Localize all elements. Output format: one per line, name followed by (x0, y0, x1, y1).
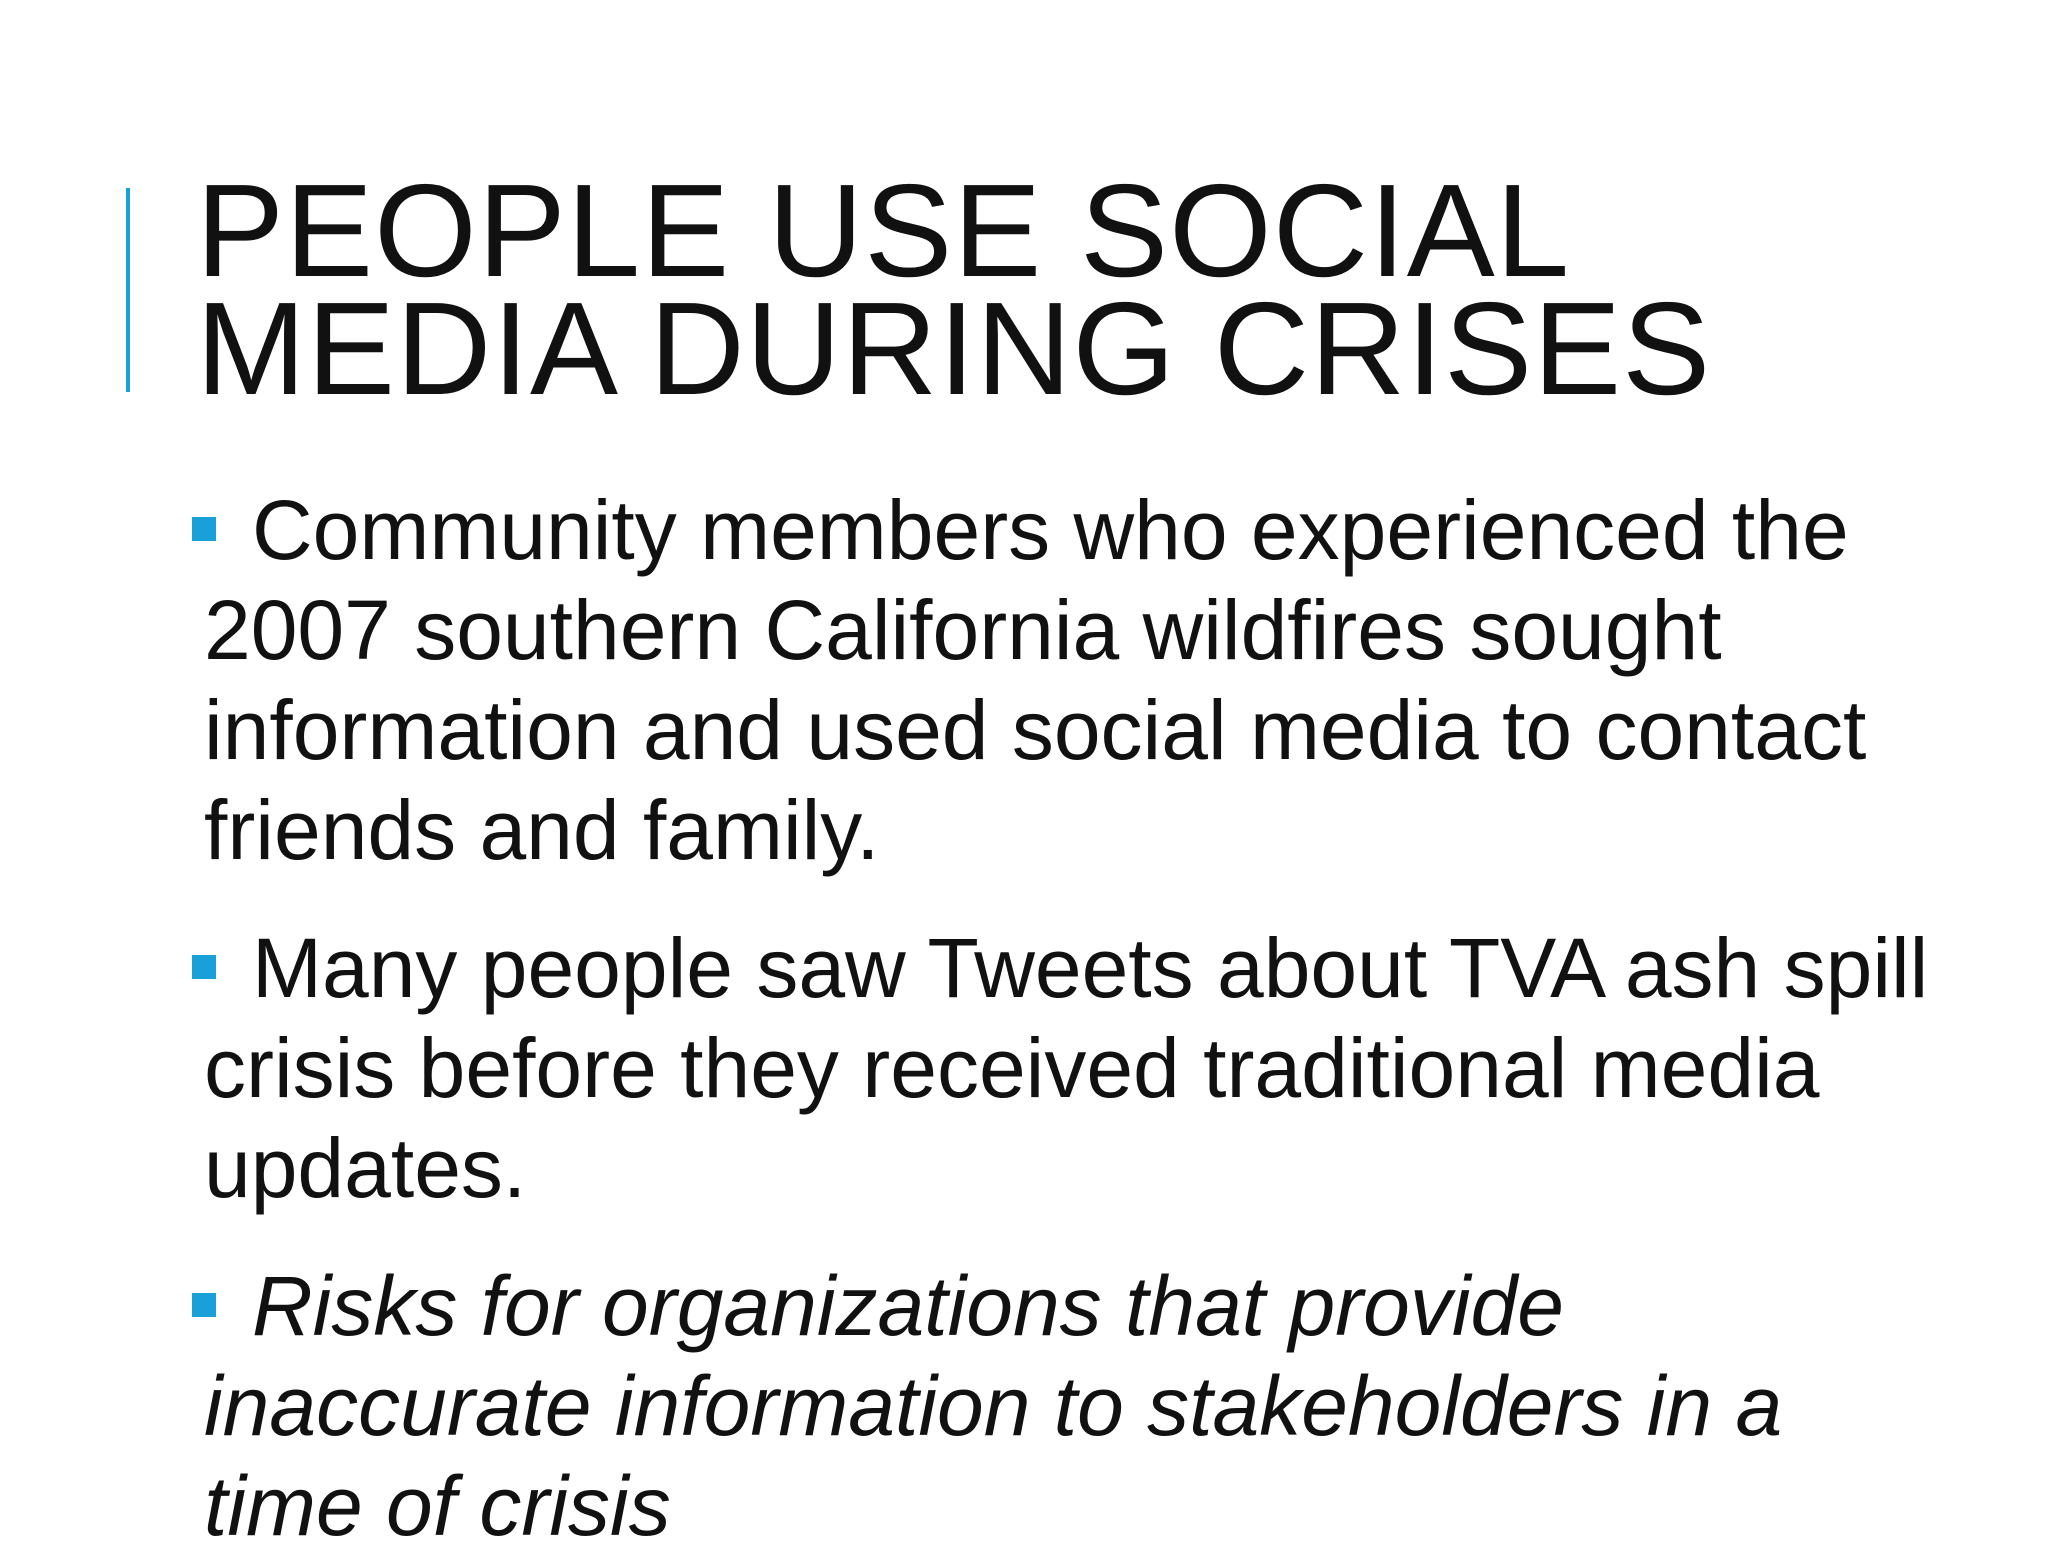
square-bullet-icon (192, 955, 216, 979)
slide-title-line-2: MEDIA DURING CRISES (196, 275, 1712, 422)
square-bullet-icon (192, 1293, 216, 1317)
bullet-item (204, 918, 1954, 1218)
bullet-item (204, 1256, 1954, 1556)
bullet-text: Community members who experienced the 2007 southern California wildfires sought information and used social media to contact friends and family. (204, 483, 1867, 877)
bullet-item (204, 480, 1954, 880)
square-bullet-icon (192, 517, 216, 541)
bullet-text: Many people saw Tweets about TVA ash spill crisis before they received traditional media updates. (204, 921, 1929, 1215)
bullet-text: Risks for organizations that provide inaccurate information to stakeholders in a time of crisis (204, 1259, 1783, 1553)
slide-title-line-1: PEOPLE USE SOCIAL (196, 157, 1571, 304)
